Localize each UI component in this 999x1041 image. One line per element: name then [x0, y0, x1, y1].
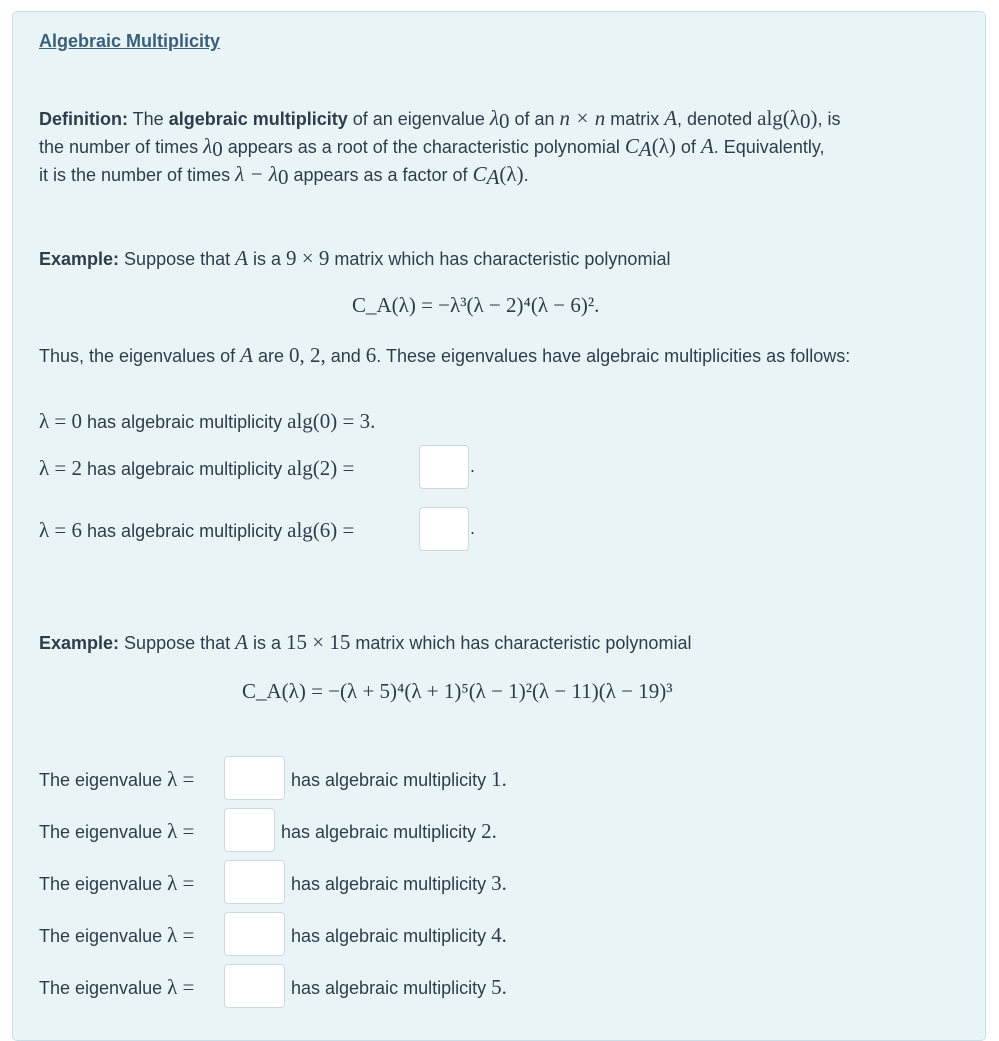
period: . — [470, 456, 476, 476]
mult-label-1: has algebraic multiplicity 1. — [291, 767, 507, 791]
eigen-row-5: The eigenvalue λ = — [39, 975, 195, 999]
example1-thus: Thus, the eigenvalues of A are 0, 2, and 6. These eigenvalues have algebraic multiplicities as follows: — [39, 343, 851, 367]
page-title: Algebraic Multiplicity — [39, 31, 221, 51]
eigenvalue-mult1-input[interactable] — [224, 756, 285, 800]
mult-label-5: has algebraic multiplicity 5. — [291, 975, 507, 999]
period: . — [470, 518, 476, 538]
eigen-row-3: The eigenvalue λ = — [39, 871, 195, 895]
term-algebraic-multiplicity: algebraic multiplicity — [168, 109, 348, 129]
eigenvalue-mult5-input[interactable] — [224, 964, 285, 1008]
mult-label-4: has algebraic multiplicity 4. — [291, 923, 507, 947]
eigen-row-2: The eigenvalue λ = — [39, 819, 195, 843]
definition-line-1: Definition: The algebraic multiplicity of an eigenvalue $\lambda_0$ of an n × n matrix A, denoted $alg(\lambda_0)$, is — [39, 106, 841, 133]
mult-label-3: has algebraic multiplicity 3. — [291, 871, 507, 895]
example1-row-6: λ = 6 has algebraic multiplicity alg(6) = — [39, 518, 355, 542]
example1-intro: Example: Suppose that A is a 9 × 9 matrix which has characteristic polynomial — [39, 246, 671, 270]
answer-alg2-input[interactable] — [419, 445, 469, 489]
definition-label: Definition: — [39, 109, 128, 129]
example2-polynomial: C_A(λ) = −(λ + 5)⁴(λ + 1)⁵(λ − 1)²(λ − 11)(λ − 19)³ — [242, 679, 673, 703]
example1-row-0: λ = 0 has algebraic multiplicity alg(0) = 3. — [39, 409, 376, 433]
eigenvalue-mult3-input[interactable] — [224, 860, 285, 904]
example1-row-2: λ = 2 has algebraic multiplicity alg(2) = — [39, 456, 355, 480]
example2-intro: Example: Suppose that A is a 15 × 15 matrix which has characteristic polynomial — [39, 630, 692, 654]
eigen-row-1: The eigenvalue λ = — [39, 767, 195, 791]
mult-label-2: has algebraic multiplicity 2. — [281, 819, 497, 843]
example2-label: Example: — [39, 633, 120, 653]
eigenvalue-mult2-input[interactable] — [224, 808, 275, 852]
example1-polynomial: C_A(λ) = −λ³(λ − 2)⁴(λ − 6)². — [352, 293, 600, 317]
definition-line-2: the number of times $\lambda_0$ appears as a root of the characteristic polynomial $C_A(\lambda)$ of A. Equivalently, — [39, 134, 825, 161]
eigenvalue-mult4-input[interactable] — [224, 912, 285, 956]
example1-label: Example: — [39, 249, 120, 269]
eigen-row-4: The eigenvalue λ = — [39, 923, 195, 947]
answer-alg6-input[interactable] — [419, 507, 469, 551]
definition-line-3: it is the number of times $\lambda - \lambda_0$ appears as a factor of $C_A(\lambda)$. — [39, 162, 529, 189]
